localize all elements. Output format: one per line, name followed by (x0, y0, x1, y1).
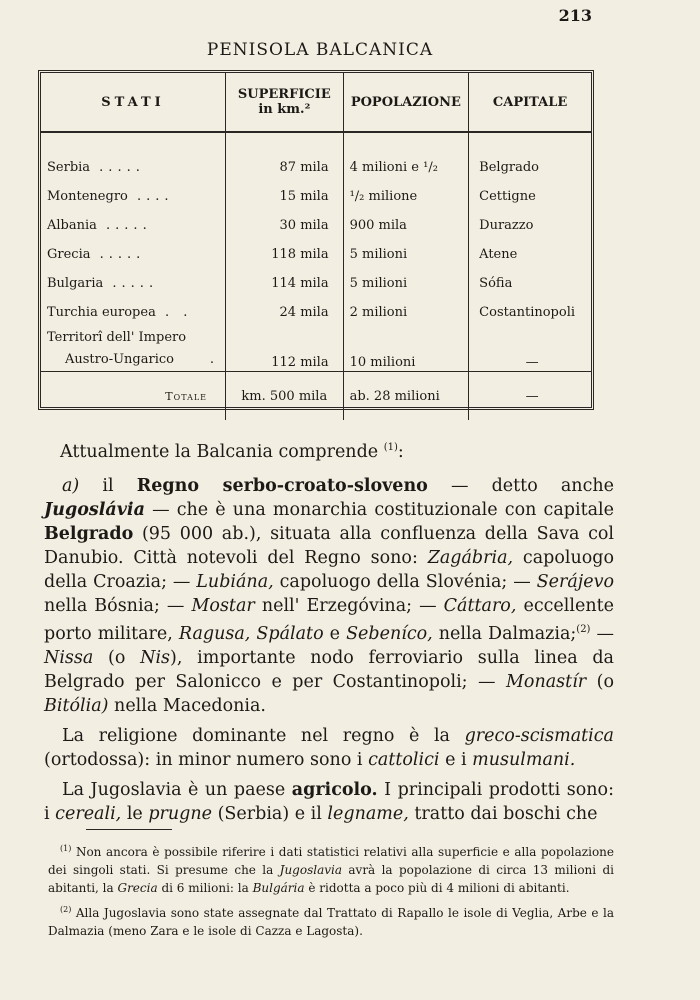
footnote-1: $^{(1)}$ Non ancora è possibile riferire i dati statistici relativi alla superficie e alla popolazione dei singoli stati. Si presume che la Jugoslavia avrà la popolazione di circa 13 milioni di abitanti, la Grecia di 6 milioni: la Bulgária è ridotta a poco più di 4 milioni di abitanti. (48, 844, 614, 895)
capital-cell: Cettigne (479, 189, 536, 204)
table-row (41, 176, 591, 205)
section-title: PENISOLA BALCANICA (206, 40, 434, 60)
header-area: SUPERFICIE in km.² (226, 73, 344, 132)
table-row (41, 263, 591, 292)
area-cell: 15 mila (226, 176, 344, 205)
paragraph-religion: La religione dominante nel regno è la greco-scismatica (ortodossa): in minor numero sono i cattolici e i musulmani. (44, 725, 614, 770)
header-states: STATI (41, 73, 226, 132)
state-cell: Bulgaria ..... (41, 263, 226, 292)
capital-cell: Belgrado (479, 160, 540, 175)
footnote-ref: (1) (383, 442, 398, 453)
population-cell: 900 mila (343, 205, 469, 234)
intro-paragraph: Attualmente la Balcania comprende $^{(1)}$: (60, 441, 404, 462)
capital-cell: — (525, 355, 539, 370)
state-cell: Turchia europea . . (41, 292, 226, 321)
header-population: POPOLAZIONE (343, 73, 469, 132)
paragraph-agriculture: La Jugoslavia è un paese agricolo. I principali prodotti sono: i cereali, le prugne (Serbia) e il legname, tratto dai boschi che (44, 779, 614, 824)
page-number: 213 (558, 6, 592, 25)
state-cell: Albania ..... (41, 205, 226, 234)
table-row (41, 205, 591, 234)
footnote-ref: (2) (576, 623, 591, 635)
capital-cell: Costantinopoli (479, 305, 576, 320)
table-row (41, 321, 591, 372)
footnotes (48, 840, 614, 944)
table-total-row (41, 372, 591, 421)
population-cell: 10 milioni (343, 321, 469, 372)
total-area: km. 500 mila (226, 372, 344, 421)
capital-cell: Durazzo (479, 218, 534, 233)
capital-cell: Sófia (479, 276, 513, 291)
state-cell: Territorî dell' Impero Austro-Ungarico . (41, 321, 226, 372)
stats-table-grid (41, 73, 591, 420)
footnote-divider (86, 829, 172, 830)
population-cell: 4 milioni e ¹/₂ (343, 132, 469, 176)
population-cell: 5 milioni (343, 234, 469, 263)
population-cell: 5 milioni (343, 263, 469, 292)
header-capital: CAPITALE (469, 73, 591, 132)
table-row (41, 292, 591, 321)
table-row (41, 234, 591, 263)
area-cell: 114 mila (226, 263, 344, 292)
area-cell: 24 mila (226, 292, 344, 321)
paragraph-kingdom: a) il Regno serbo-croato-sloveno — detto anche Jugoslávia — che è una monarchia costituzionale con capitale Belgrado (95 000 ab.), situata alla confluenza della Sava col Danubio. Città notevoli del Regno sono: Zagábria, capoluogo della Croazia; — Lubiána, capoluogo della Slovénia; — Serájevo nella Bósnia; — Mostar nell' Erzegóvina; — Cáttaro, eccellente porto militare, Ragusa, Spálato e Sebeníco, nella Dalmazia;$^{(2)}$ — Nissa (o Nis), importante nodo ferroviario sulla linea da Belgrado per Salonicco e per Costantinopoli; — Monastír (o Bitólia) nella Macedonia. (44, 475, 615, 716)
area-cell: 118 mila (226, 234, 344, 263)
area-cell: 87 mila (226, 132, 344, 176)
total-label: Totale (41, 372, 226, 421)
table-row (41, 132, 591, 176)
footnote-2: $^{(2)}$ Alla Jugoslavia sono state assegnate dal Trattato di Rapallo le isole di Veglia, Arbe e la Dalmazia (meno Zara e le isole di Cazza e Lagosta). (48, 905, 614, 938)
population-cell: ¹/₂ milione (343, 176, 469, 205)
population-cell: 2 milioni (343, 292, 469, 321)
area-cell: 112 mila (226, 321, 344, 372)
state-cell: Grecia ..... (41, 234, 226, 263)
total-population: ab. 28 milioni (343, 372, 469, 421)
table-header-row (41, 73, 591, 132)
state-cell: Serbia ..... (41, 132, 226, 176)
total-capital: — (469, 372, 591, 421)
state-cell: Montenegro .... (41, 176, 226, 205)
statistics-table (38, 70, 594, 410)
body-text (44, 436, 614, 826)
area-cell: 30 mila (226, 205, 344, 234)
capital-cell: Atene (479, 247, 518, 262)
